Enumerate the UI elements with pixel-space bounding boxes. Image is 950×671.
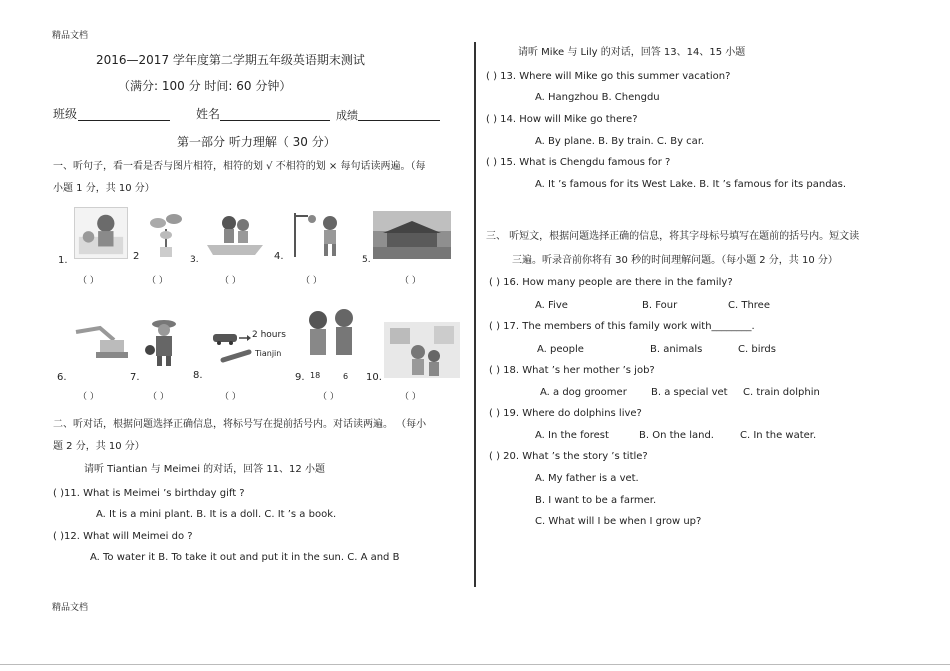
question-19-option-b: B. On the land.	[639, 430, 714, 441]
sec3-instruction-line1: 三、 听短文，根据问题选择正确的信息，将其字母标号填写在题前的括号内。短文读	[486, 231, 860, 242]
question-17[interactable]: ( ) 17. The members of this family work with________.	[489, 321, 755, 332]
question-12[interactable]: ( )12. What will Meimei do ?	[53, 531, 193, 542]
answer-paren-6[interactable]: （ ）	[78, 392, 99, 402]
sec2-intro-11-12: 请听 Tiantian 与 Meimei 的对话，回答 11、12 小题	[84, 464, 325, 475]
picture-4-basketball	[290, 207, 352, 259]
sec2-instruction-line1: 二、听对话，根据问题选择正确信息，将标号写在提前括号内。对话读两遍。 （每小	[53, 419, 427, 430]
page-bottom-rule	[0, 664, 950, 665]
question-17-option-a: A. people	[537, 344, 584, 355]
class-label: 班级	[53, 107, 78, 121]
row1-label-2: 2	[133, 251, 140, 262]
question-19[interactable]: ( ) 19. Where do dolphins live?	[489, 408, 642, 419]
question-16-option-c: C. Three	[728, 300, 770, 311]
question-18[interactable]: ( ) 18. What ’s her mother ’s job?	[489, 365, 655, 376]
answer-paren-9[interactable]: （ ）	[318, 392, 339, 402]
column-divider	[474, 42, 476, 587]
sec1-instruction-line1: 一、听句子，看一看是否与图片相符，相符的划 √ 不相符的划 × 每句话读两遍。（每	[53, 161, 426, 172]
exam-meta: （满分: 100 分 时间: 60 分钟）	[118, 79, 292, 93]
question-15-options: A. It ’s famous for its West Lake. B. It ’s famous for its pandas.	[535, 179, 847, 190]
row2-label-10: 10.	[366, 372, 382, 383]
sec2-instruction-line2: 题 2 分，共 10 分）	[53, 441, 145, 452]
answer-paren-3[interactable]: （ ）	[220, 276, 241, 286]
question-15[interactable]: ( ) 15. What is Chengdu famous for ?	[486, 157, 671, 168]
row2-label-6: 6.	[57, 372, 67, 383]
picture-7-farmer	[140, 316, 188, 368]
row1-label-4: 4.	[274, 251, 284, 262]
question-13[interactable]: ( ) 13. Where will Mike go this summer vacation?	[486, 71, 731, 82]
picture-1-boy-writing	[74, 207, 128, 259]
answer-paren-7[interactable]: （ ）	[148, 392, 169, 402]
question-16-option-b: B. Four	[642, 300, 678, 311]
question-20-option-a: A. My father is a vet.	[535, 473, 639, 484]
row2-label-8: 8.	[193, 370, 203, 381]
answer-paren-10[interactable]: （ ）	[400, 392, 421, 402]
row2-label-9: 9.	[295, 372, 305, 383]
score-label: 成绩	[336, 109, 358, 122]
picture-9-two-boys	[302, 308, 360, 370]
picture-9-age-18: 18	[310, 371, 321, 380]
question-17-option-c: C. birds	[738, 344, 776, 355]
row1-label-3: 3.	[190, 255, 199, 265]
question-18-option-b: B. a special vet	[651, 387, 728, 398]
watermark-bottom: 精品文档	[52, 603, 89, 613]
picture-8-hours-text: 2 hours	[252, 330, 286, 340]
question-20-option-b: B. I want to be a farmer.	[535, 495, 657, 506]
name-label: 姓名	[196, 107, 221, 121]
watermark-top: 精品文档	[52, 31, 89, 41]
question-13-options: A. Hangzhou B. Chengdu	[535, 92, 660, 103]
question-12-options: A. To water it B. To take it out and put it in the sun. C. A and B	[90, 552, 400, 563]
sec3-instruction-line2: 三遍。听录音前你将有 30 秒的时间理解问题。（每小题 2 分，共 10 分）	[512, 255, 838, 266]
sec1-instruction-line2: 小题 1 分，共 10 分）	[53, 183, 155, 194]
question-14-options: A. By plane. B. By train. C. By car.	[535, 136, 705, 147]
question-18-option-a: A. a dog groomer	[540, 387, 627, 398]
question-14[interactable]: ( ) 14. How will Mike go there?	[486, 114, 638, 125]
answer-paren-8[interactable]: （ ）	[220, 392, 241, 402]
part1-heading: 第一部分 听力理解（ 30 分）	[177, 135, 336, 149]
picture-3-kids-on-boat	[203, 207, 267, 259]
question-20[interactable]: ( ) 20. What ’s the story ’s title?	[489, 451, 648, 462]
picture-8-tianjin-text: Tianjin	[255, 349, 282, 358]
picture-9-age-6: 6	[343, 372, 349, 381]
row2-label-7: 7.	[130, 372, 140, 383]
name-field[interactable]	[220, 120, 330, 121]
picture-2-plant	[140, 207, 194, 259]
picture-5-palace	[373, 211, 451, 259]
score-field[interactable]	[358, 120, 440, 121]
answer-paren-2[interactable]: （ ）	[147, 276, 168, 286]
question-18-option-c: C. train dolphin	[743, 387, 820, 398]
answer-paren-4[interactable]: （ ）	[301, 276, 322, 286]
row1-label-5: 5.	[362, 255, 371, 265]
class-field[interactable]	[78, 120, 170, 121]
question-20-option-c: C. What will I be when I grow up?	[535, 516, 702, 527]
row1-label-1: 1.	[58, 255, 68, 266]
question-11-options: A. It is a mini plant. B. It is a doll. C. It ’s a book.	[96, 509, 337, 520]
answer-paren-5[interactable]: （ ）	[400, 276, 421, 286]
sec2-intro-13-15: 请听 Mike 与 Lily 的对话，回答 13、14、15 小题	[518, 47, 746, 58]
answer-paren-1[interactable]: （ ）	[78, 276, 99, 286]
question-16[interactable]: ( ) 16. How many people are there in the family?	[489, 277, 733, 288]
picture-10-family-room	[384, 322, 460, 378]
exam-title: 2016—2017 学年度第二学期五年级英语期末测试	[96, 53, 365, 67]
question-17-option-b: B. animals	[650, 344, 703, 355]
question-19-option-c: C. In the water.	[740, 430, 817, 441]
question-16-option-a: A. Five	[535, 300, 568, 311]
picture-6-excavator	[70, 322, 132, 360]
question-19-option-a: A. In the forest	[535, 430, 609, 441]
question-11[interactable]: ( )11. What is Meimei ’s birthday gift ?	[53, 488, 245, 499]
